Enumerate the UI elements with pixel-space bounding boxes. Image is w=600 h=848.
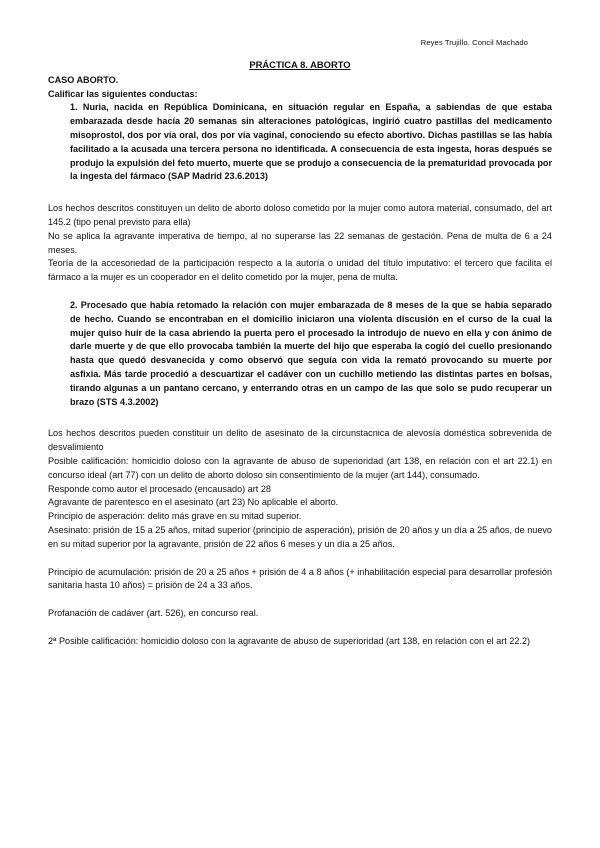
answer-1-paragraph: Teoría de la accesoriedad de la participación respecto a la autoría o unidad del título imputativo: el tercero que facilita el fármaco a la mujer es un cooperador en el delito cometido por la mujer, pena de multa. (48, 258, 552, 283)
instruction-text: Calificar las siguientes conductas: (48, 88, 198, 99)
question-1 (48, 101, 552, 184)
answer-2-paragraph: Posible calificación: homicidio doloso con la agravante de abuso de superioridad (art 138, en relación con el art 22.1) en concurso ideal (art 77) con un delito de aborto doloso sin consentimiento de la mujer (art 144), consumado. (48, 455, 552, 480)
answer-2-paragraph: Responde como autor el procesado (encausado) art 28 (48, 483, 271, 494)
question-1-text: 1. Nuria, nacida en República Dominicana, en situación regular en España, a sabiendas de que estaba embarazada desde hacía 20 semanas sin alteraciones patológicas, ingirió cuatro pastillas del medicamento misoprostol, dos por vía oral, dos por vía vaginal, conociendo su efecto abortivo. Dichas pastillas se las había facilitado a la acusada una tercera persona no identificada. A consecuencia de esta ingesta, horas después se produjo la expulsión del feto muerto, muerte que se produjo a consecuencia de la prematuridad provocada por la ingesta del fármaco (SAP Madrid 23.6.2013) (70, 102, 552, 182)
answer-2-paragraph: Principio de asperación: delito más grave en su mitad superior. (48, 511, 302, 522)
author-header: Reyes Trujillo. Concil Machado (420, 38, 528, 47)
document-title: PRÁCTICA 8. ABORTO (249, 59, 351, 70)
accumulation-paragraph: Principio de acumulación: prisión de 20 a 25 años + prisión de 4 a 8 años (+ inhabilitación especial para desarrollar profesión sanitaria hasta 10 años) = prisión de 24 a 33 años. (48, 566, 552, 591)
second-qualification-paragraph: 2ª Posible calificación: homicidio doloso con la agravante de abuso de superioridad (art 138, en relación con el art 22.2) (48, 635, 531, 646)
profanation-paragraph: Profanación de cadáver (art. 526), en concurso real. (48, 608, 259, 619)
document-body (48, 58, 552, 649)
answer-2-paragraph: Los hechos descritos pueden constituir un delito de asesinato de la circunstacnica de alevosía doméstica sobrevenida de desvalimiento (48, 428, 552, 453)
answer-1-paragraph: No se aplica la agravante imperativa de tiempo, al no superarse las 22 semanas de gestación. Pena de multa de 6 a 24 meses. (48, 230, 552, 255)
answer-2-paragraph: Asesinato: prisión de 15 a 25 años, mitad superior (principio de asperación), prisión de 20 años y un día a 25 años, de nuevo en su mitad superior por la agravante, prisión de 22 años 6 meses y un día a 25 años. (48, 524, 552, 549)
case-heading: CASO ABORTO. (48, 74, 119, 85)
answer-2-paragraph: Agravante de parentesco en el asesinato (art 23) No aplicable el aborto. (48, 497, 339, 508)
question-2-text: 2. Procesado que había retomado la relación con mujer embarazada de 8 meses de la que se había separado de hecho. Cuando se encontraban en el domicilio iniciaron una violenta discusión en el curso de la cual la mujer quiso huir de la casa abriendo la puerta pero el procesado la introdujo de nuevo en ella y con ánimo de darle muerte y de que ello provocaba también la muerte del hijo que esperaba la cogió del cuello presionando hasta que quedó desvanecida y como observó que seguía con vida la remató provocando su muerte por asfixia. Más tarde procedió a descuartizar el cadáver con un cuchillo metiendo las distintas partes en bolsas, tirando algunas a un pantano cercano, y enterrando otras en un campo de las que solo se pudo recuperar un brazo (STS 4.3.2002) (70, 299, 552, 407)
question-2 (48, 299, 552, 409)
answer-1-paragraph: Los hechos descritos constituyen un delito de aborto doloso cometido por la mujer como autora material, consumado, del art 145.2 (tipo penal previsto para ella) (48, 203, 552, 227)
